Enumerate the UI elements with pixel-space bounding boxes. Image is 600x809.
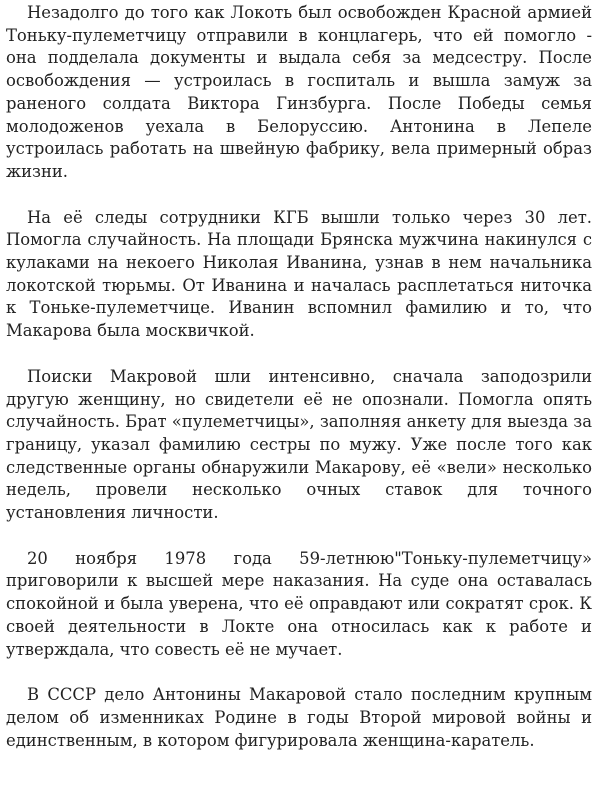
paragraph-conclusion: В СССР дело Антонины Макаровой стало последним крупным делом об изменниках Родине в годы Второй мировой войны и единственным, в котором фигурировала женщина-каратель.: [6, 685, 592, 750]
paragraph-liberation: Незадолго до того как Локоть был освобожден Красной армией Тоньку-пулеметчицу отправили в концлагерь, что ей помогло - она подделала документы и выдала себя за медсестру. После освобождения — устроилась в госпиталь и вышла замуж за раненого солдата Виктора Гинзбурга. После Победы семья молодоженов уехала в Белоруссию. Антонина в Лепеле устроилась работать на швейную фабрику, вела примерный образ жизни.: [6, 3, 592, 181]
paragraph-kgb-search: На её следы сотрудники КГБ вышли только через 30 лет. Помогла случайность. На площади Брянска мужчина накинулся с кулаками на некоего Николая Иванина, узнав в нем начальника локотской тюрьмы. От Иванина и началась расплетаться ниточка к Тоньке-пулеметчице. Иванин вспомнил фамилию и то, что Макарова была москвичкой.: [6, 207, 592, 341]
paragraph-sentence: 20 ноября 1978 года 59-летнюю"Тоньку-пулеметчицу» приговорили к высшей мере наказания. На суде она оставалась спокойной и была уверена, что её оправдают или сократят срок. К своей деятельности в Локте она относилась как к работе и утверждала, что совесть её не мучает.: [6, 548, 592, 659]
paragraph-identification: Поиски Макровой шли интенсивно, сначала заподозрили другую женщину, но свидетели её не опознали. Помогла опять случайность. Брат «пулеметчицы», заполняя анкету для выезда за границу, указал фамилию сестры по мужу. Уже после того как следственные органы обнаружили Макарову, её «вели» несколько недель, провели несколько очных ставок для точного установления личности.: [6, 366, 592, 523]
